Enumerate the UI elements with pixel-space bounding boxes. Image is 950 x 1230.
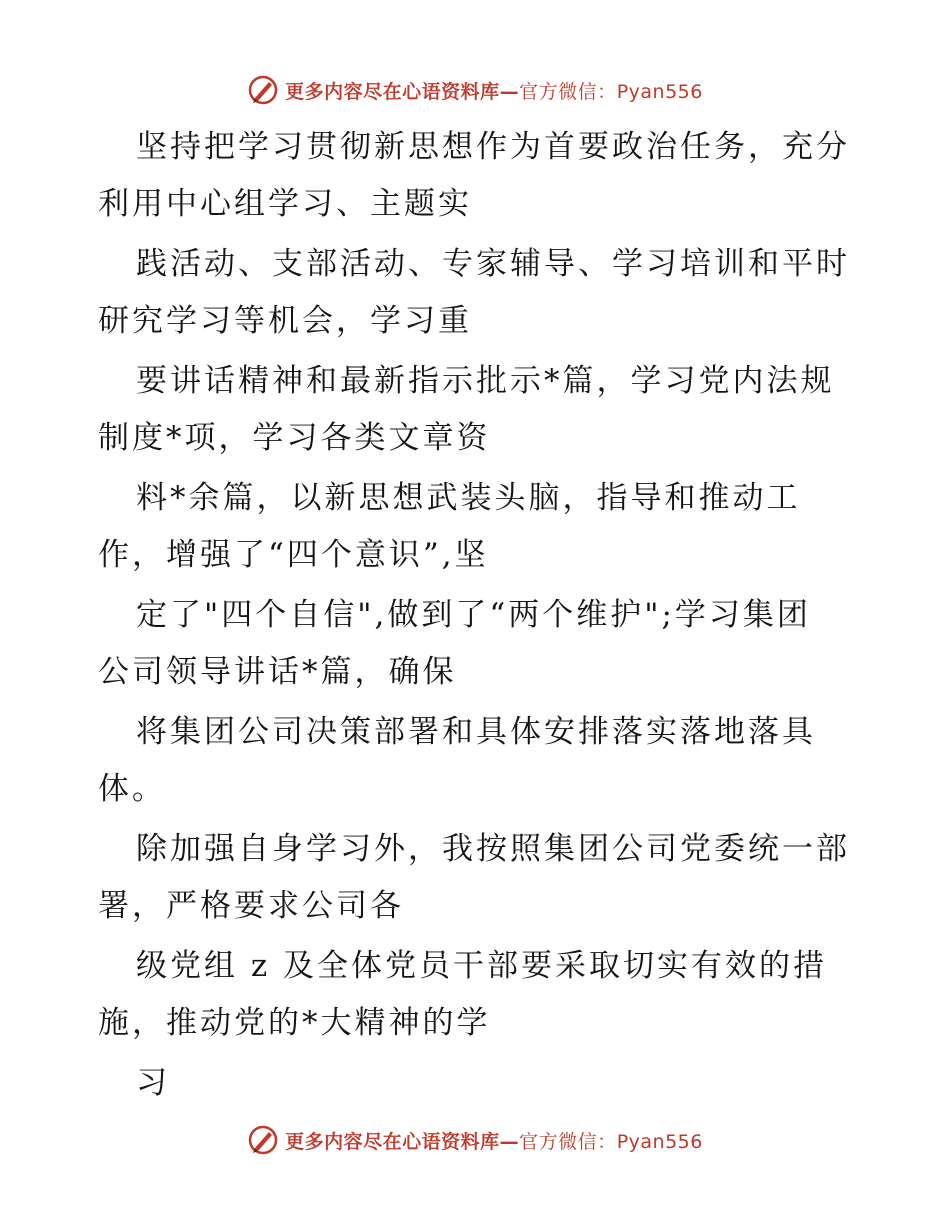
text-line: 习 — [136, 1065, 170, 1101]
banner-wechat-label: 官方微信： — [519, 80, 617, 103]
banner-wechat-id: Pyan556 — [616, 80, 703, 103]
text-line: 制度*项，学习各类文章资 — [98, 420, 491, 456]
banner-text — [285, 77, 703, 104]
banner-title: 更多内容尽在心语资料库 — [285, 1130, 500, 1153]
text-line: 利用中心组学习、主题实 — [98, 186, 472, 222]
text-line: 要讲话精神和最新指示批示*篇，学习党内法规 — [136, 363, 835, 399]
banner-separator: — — [499, 80, 520, 103]
banner-separator: — — [499, 1130, 520, 1153]
text-line: 坚持把学习贯彻新思想作为首要政治任务，充分 — [136, 129, 850, 165]
text-line: 级党组 z 及全体党员干部要采取切实有效的措 — [136, 948, 828, 984]
pen-logo-icon — [247, 74, 279, 106]
text-line: 体。 — [98, 771, 166, 807]
text-line: 作，增强了“四个意识”,坚 — [98, 537, 489, 573]
header-banner — [0, 72, 950, 108]
text-line: 践活动、支部活动、专家辅导、学习培训和平时 — [136, 246, 850, 282]
banner-wechat-label: 官方微信： — [519, 1130, 617, 1153]
banner-wechat-id: Pyan556 — [616, 1130, 703, 1153]
text-line: 定了"四个自信",做到了“两个维护";学习集团 — [136, 597, 811, 633]
footer-banner — [0, 1122, 950, 1158]
pen-logo-icon — [247, 1124, 279, 1156]
text-line: 研究学习等机会，学习重 — [98, 303, 472, 339]
text-line: 署，严格要求公司各 — [98, 888, 404, 924]
text-line: 施，推动党的*大精神的学 — [98, 1005, 491, 1041]
banner-text — [285, 1127, 703, 1154]
text-line: 公司领导讲话*篇，确保 — [98, 654, 457, 690]
text-line: 料*余篇，以新思想武装头脑，指导和推动工 — [136, 480, 801, 516]
banner-title: 更多内容尽在心语资料库 — [285, 80, 500, 103]
text-line: 除加强自身学习外，我按照集团公司党委统一部 — [136, 831, 850, 867]
text-line: 将集团公司决策部署和具体安排落实落地落具 — [136, 714, 816, 750]
